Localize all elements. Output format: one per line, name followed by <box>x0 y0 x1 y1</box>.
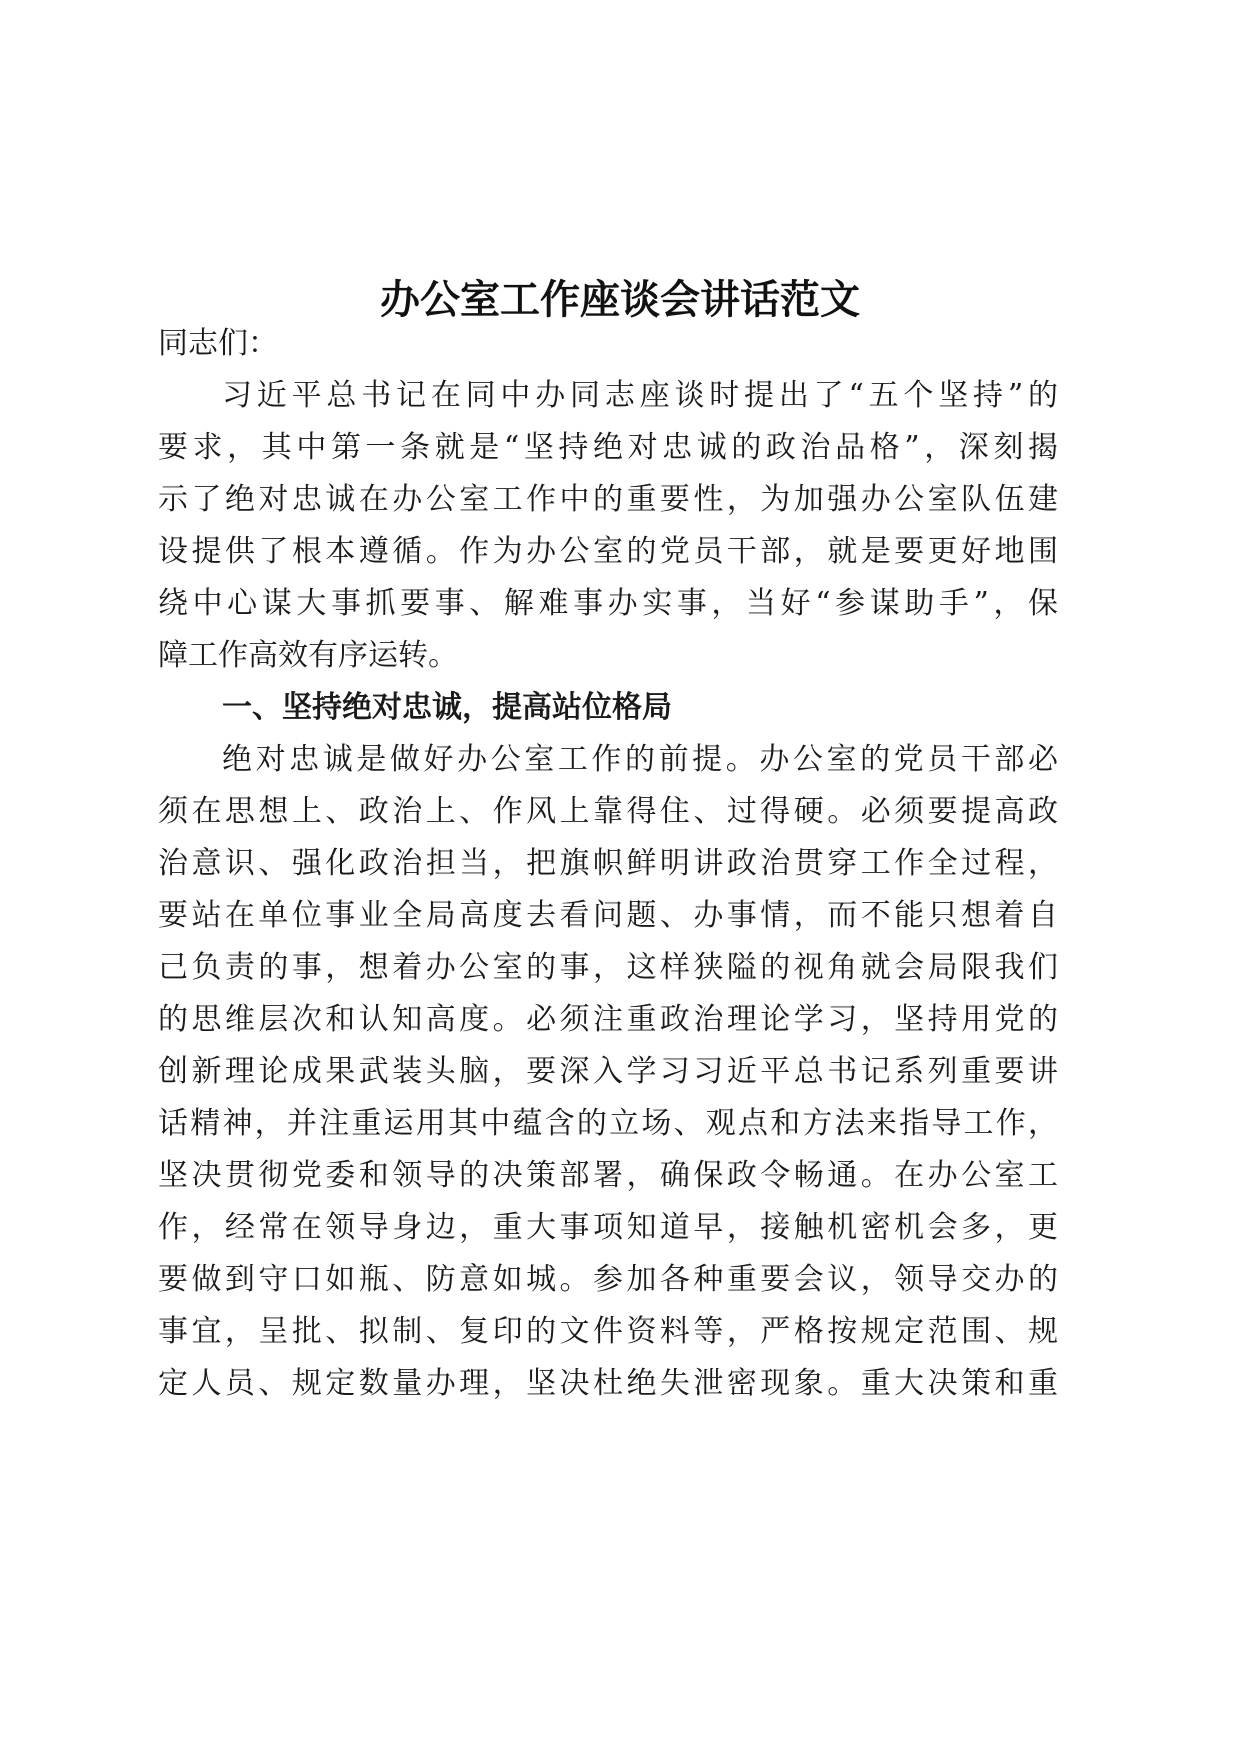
paragraph-line: 障工作高效有序运转。 <box>158 638 458 673</box>
salutation: 同志们： <box>158 326 278 361</box>
paragraph-line: 绝对忠诚是做好办公室工作的前提。办公室的党员干部必 <box>222 742 1058 777</box>
paragraph-line: 创新理论成果武装头脑，要深入学习习近平总书记系列重要讲 <box>158 1054 1058 1089</box>
paragraph-line: 作，经常在领导身边，重大事项知道早，接触机密机会多，更 <box>158 1210 1058 1245</box>
paragraph-line: 定人员、规定数量办理，坚决杜绝失泄密现象。重大决策和重 <box>158 1366 1058 1401</box>
paragraph-line: 己负责的事，想着办公室的事，这样狭隘的视角就会局限我们 <box>158 950 1058 985</box>
paragraph-line: 习近平总书记在同中办同志座谈时提出了“五个坚持”的 <box>222 378 1058 413</box>
paragraph-line: 要做到守口如瓶、防意如城。参加各种重要会议，领导交办的 <box>158 1262 1058 1297</box>
paragraph-line: 须在思想上、政治上、作风上靠得住、过得硬。必须要提高政 <box>158 794 1058 829</box>
paragraph-line: 的思维层次和认知高度。必须注重政治理论学习，坚持用党的 <box>158 1002 1058 1037</box>
paragraph-line: 设提供了根本遵循。作为办公室的党员干部，就是要更好地围 <box>158 534 1058 569</box>
paragraph-line: 绕中心谋大事抓要事、解难事办实事，当好“参谋助手”，保 <box>158 586 1058 621</box>
paragraph-line: 要求，其中第一条就是“坚持绝对忠诚的政治品格”，深刻揭 <box>158 430 1058 465</box>
document-title: 办公室工作座谈会讲话范文 <box>380 277 860 323</box>
paragraph-line: 坚决贯彻党委和领导的决策部署，确保政令畅通。在办公室工 <box>158 1158 1058 1193</box>
paragraph-line: 事宜，呈批、拟制、复印的文件资料等，严格按规定范围、规 <box>158 1314 1058 1349</box>
section-heading: 一、坚持绝对忠诚，提高站位格局 <box>222 690 672 725</box>
paragraph-line: 要站在单位事业全局高度去看问题、办事情，而不能只想着自 <box>158 898 1058 933</box>
paragraph-line: 治意识、强化政治担当，把旗帜鲜明讲政治贯穿工作全过程， <box>158 846 1058 881</box>
paragraph-line: 示了绝对忠诚在办公室工作中的重要性，为加强办公室队伍建 <box>158 482 1058 517</box>
paragraph-line: 话精神，并注重运用其中蕴含的立场、观点和方法来指导工作， <box>158 1106 1058 1141</box>
